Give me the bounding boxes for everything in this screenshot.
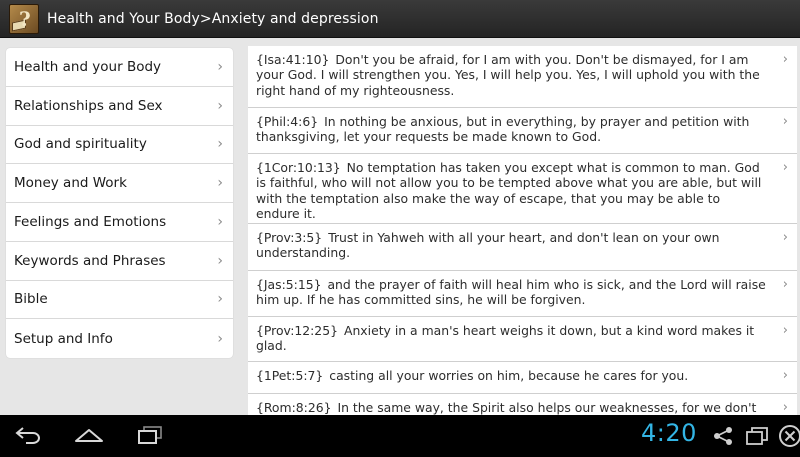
verse-text: Don't you be afraid, for I am with you. Don't be dismayed, for I am your God. I will strengthen you. Yes, I will help you. Yes, I will uphold you with the right hand of my righteousness. <box>256 52 760 98</box>
sidebar-item-label: Keywords and Phrases <box>14 252 166 269</box>
sidebar-item-god[interactable] <box>6 126 233 165</box>
sidebar-item-money[interactable] <box>6 164 233 203</box>
recent-apps-icon[interactable] <box>136 425 164 445</box>
sidebar-item-label: Health and your Body <box>14 58 162 75</box>
verse-item[interactable] <box>248 362 797 394</box>
verse-ref: {Rom:8:26} <box>256 400 332 415</box>
sidebar-item-label: Setup and Info <box>14 330 113 347</box>
question-mark-glyph: ? <box>19 6 31 31</box>
verse-item[interactable] <box>248 108 797 154</box>
verse-item[interactable] <box>248 224 797 271</box>
chevron-right-icon: › <box>217 58 223 75</box>
page-title: Health and Your Body>Anxiety and depression <box>47 10 379 27</box>
sidebar-item-feelings[interactable] <box>6 203 233 242</box>
verse-item[interactable] <box>248 271 797 317</box>
verse-item[interactable] <box>248 154 797 224</box>
verse-ref: {Phil:4:6} <box>256 114 319 129</box>
chevron-right-icon: › <box>217 213 223 230</box>
verse-list[interactable] <box>248 46 797 415</box>
verse-text: Anxiety in a man's heart weighs it down, but a kind word makes it glad. <box>256 323 755 354</box>
chevron-right-icon: › <box>217 136 223 153</box>
title-bar <box>0 0 800 38</box>
question-book-icon[interactable] <box>9 4 39 34</box>
sidebar-item-keywords[interactable] <box>6 242 233 281</box>
clock-time: 4:20 <box>641 419 697 447</box>
chevron-right-icon: › <box>782 400 788 415</box>
sidebar-item-health[interactable] <box>6 48 233 87</box>
chevron-right-icon: › <box>782 368 788 383</box>
verse-text: In nothing be anxious, but in everything, by prayer and petition with thanksgiving, let your requests be made known to God. <box>256 114 750 145</box>
chevron-right-icon: › <box>217 330 223 347</box>
chevron-right-icon: › <box>217 97 223 114</box>
sidebar-item-bible[interactable] <box>6 281 233 320</box>
sidebar-item-label: Money and Work <box>14 175 127 192</box>
home-icon[interactable] <box>74 425 104 445</box>
sidebar-item-label: Feelings and Emotions <box>14 213 167 230</box>
chevron-right-icon: › <box>782 52 788 67</box>
sidebar-item-label: Relationships and Sex <box>14 97 163 114</box>
chevron-right-icon: › <box>782 277 788 292</box>
verse-ref: {Isa:41:10} <box>256 52 330 67</box>
sidebar-item-relationships[interactable] <box>6 87 233 126</box>
category-sidebar <box>6 48 233 358</box>
system-nav-bar <box>0 415 800 457</box>
chevron-right-icon: › <box>782 323 788 338</box>
verse-ref: {Jas:5:15} <box>256 277 322 292</box>
share-icon[interactable] <box>712 426 734 446</box>
close-icon[interactable] <box>778 424 800 448</box>
verse-text: No temptation has taken you except what is common to man. God is faithful, who will not allow you to be tempted above what you are able, but will with the temptation also make the way of escape, that you may be able to endure it. <box>256 160 762 221</box>
window-icon[interactable] <box>745 426 769 446</box>
sidebar-item-label: Bible <box>14 291 48 308</box>
verse-text: and the prayer of faith will heal him who is sick, and the Lord will raise him up. If he has committed sins, he will be forgiven. <box>256 277 766 308</box>
chevron-right-icon: › <box>782 114 788 129</box>
verse-item[interactable] <box>248 46 797 108</box>
verse-item[interactable] <box>248 394 797 415</box>
verse-text: In the same way, the Spirit also helps our weaknesses, for we don't <box>337 400 757 415</box>
verse-ref: {1Cor:10:13} <box>256 160 341 175</box>
sidebar-item-setup[interactable] <box>6 319 233 358</box>
verse-text: casting all your worries on him, because he cares for you. <box>329 368 689 383</box>
verse-ref: {Prov:12:25} <box>256 323 338 338</box>
chevron-right-icon: › <box>217 291 223 308</box>
sidebar-item-label: God and spirituality <box>14 136 147 153</box>
chevron-right-icon: › <box>217 175 223 192</box>
chevron-right-icon: › <box>782 230 788 245</box>
verse-item[interactable] <box>248 317 797 362</box>
chevron-right-icon: › <box>782 160 788 175</box>
verse-text: Trust in Yahweh with all your heart, and don't lean on your own understanding. <box>256 230 720 261</box>
chevron-right-icon: › <box>217 252 223 269</box>
back-icon[interactable] <box>14 425 42 445</box>
verse-ref: {Prov:3:5} <box>256 230 323 245</box>
verse-ref: {1Pet:5:7} <box>256 368 324 383</box>
